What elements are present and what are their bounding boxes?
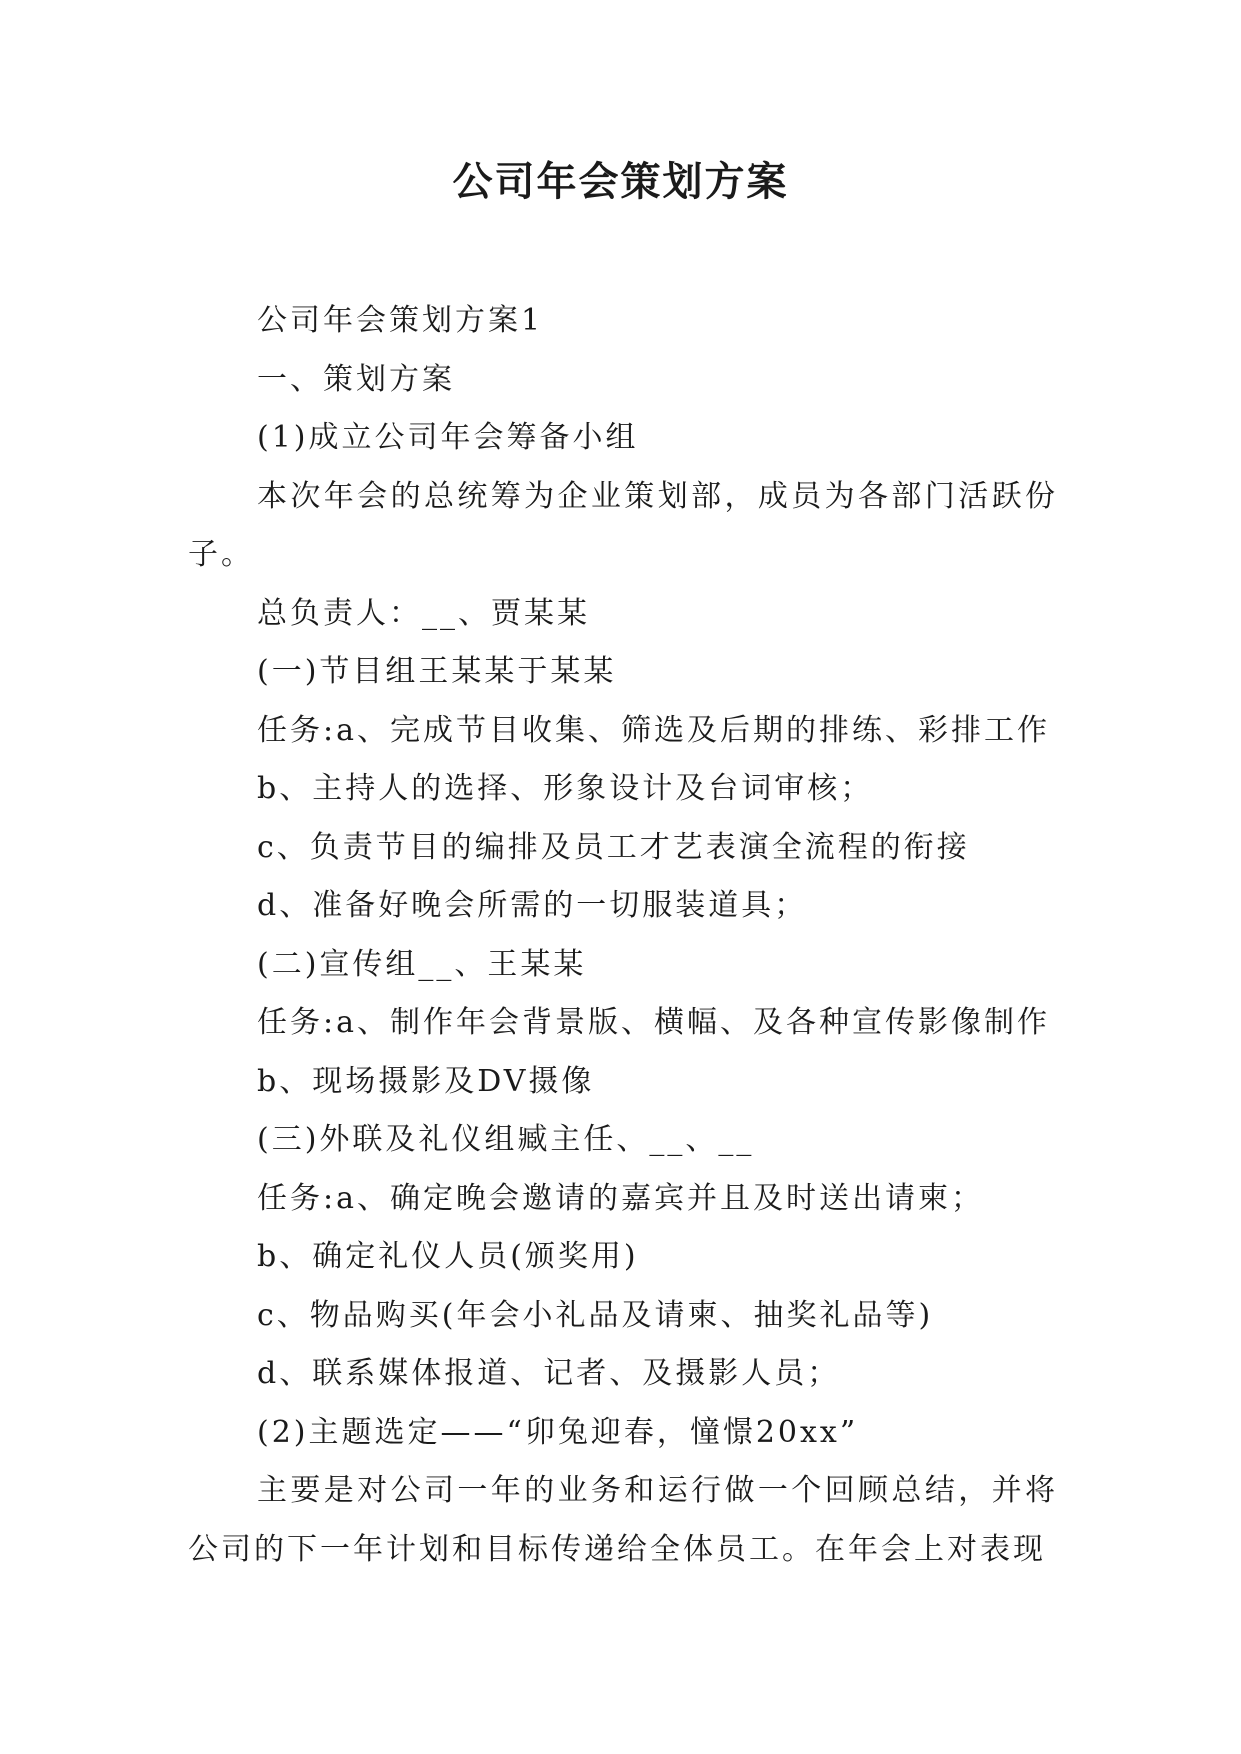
paragraph: (一)节目组王某某于某某 xyxy=(257,654,617,689)
paragraph: b、确定礼仪人员(颁奖用) xyxy=(257,1239,639,1274)
paragraph: (二)宣传组__、王某某 xyxy=(257,946,587,982)
paragraph: 公司年会策划方案1 xyxy=(257,303,544,338)
paragraph: 一、策划方案 xyxy=(257,361,455,397)
paragraph: c、物品购买(年会小礼品及请柬、抽奖礼品等) xyxy=(257,1297,934,1333)
document-title: 公司年会策划方案 xyxy=(452,159,789,205)
document-body xyxy=(188,292,1058,1579)
paragraph: (三)外联及礼仪组臧主任、__、__ xyxy=(257,1122,755,1157)
paragraph: (2)主题选定——“卯兔迎春，憧憬20xx” xyxy=(257,1414,859,1450)
paragraph: 本次年会的总统筹为企业策划部，成员为各部门活跃份子。 xyxy=(188,478,1058,572)
paragraph: 任务:a、制作年会背景版、横幅、及各种宣传影像制作 xyxy=(257,1005,1050,1040)
paragraph: 主要是对公司一年的业务和运行做一个回顾总结，并将公司的下一年计划和目标传递给全体员工。在年会上对表现 xyxy=(188,1473,1058,1567)
paragraph: d、准备好晚会所需的一切服装道具； xyxy=(257,888,808,923)
paragraph: d、联系媒体报道、记者、及摄影人员； xyxy=(257,1356,841,1391)
paragraph: (1)成立公司年会筹备小组 xyxy=(257,420,639,455)
paragraph: 总负责人：__、贾某某 xyxy=(257,595,590,631)
paragraph: b、主持人的选择、形象设计及台词审核； xyxy=(257,771,874,806)
paragraph: b、现场摄影及DV摄像 xyxy=(257,1063,595,1099)
paragraph: c、负责节目的编排及员工才艺表演全流程的衔接 xyxy=(257,829,970,865)
paragraph: 任务:a、完成节目收集、筛选及后期的排练、彩排工作 xyxy=(257,712,1050,748)
paragraph: 任务:a、确定晚会邀请的嘉宾并且及时送出请柬； xyxy=(257,1180,984,1216)
